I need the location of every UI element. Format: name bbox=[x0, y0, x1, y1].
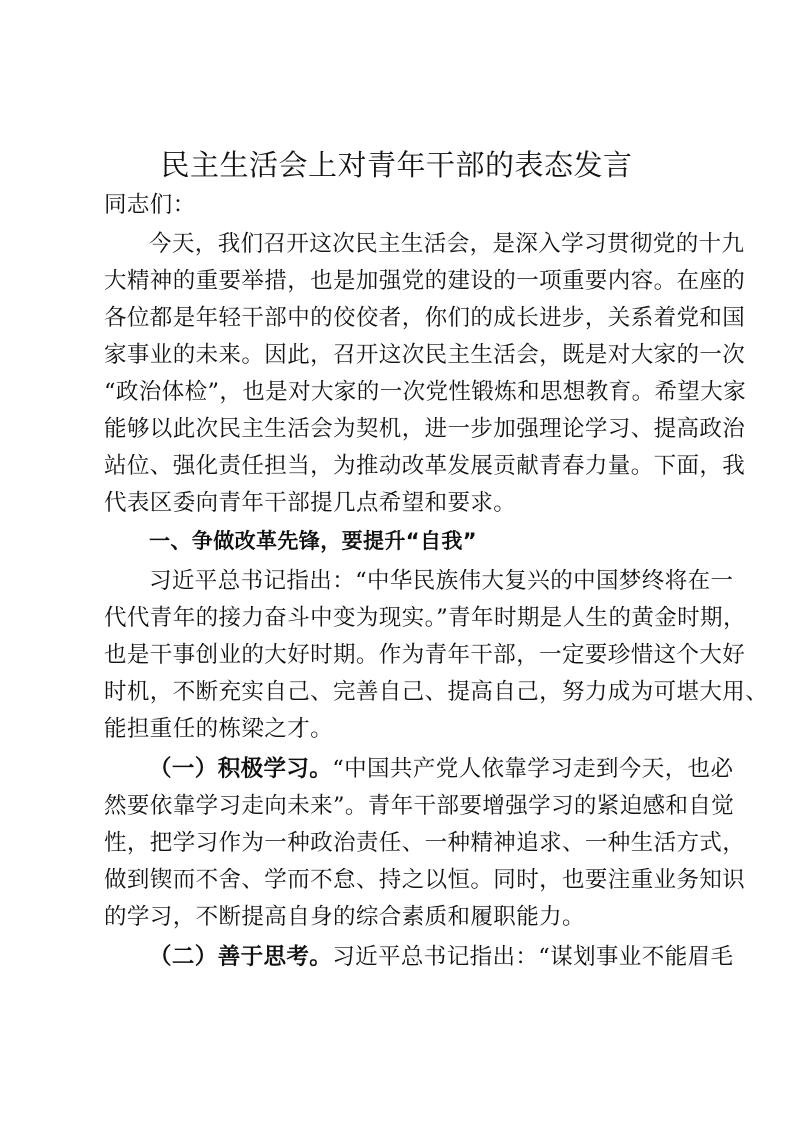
intro-line: 代表区委向青年干部提几点希望和要求。 bbox=[104, 490, 517, 516]
intro-line: “政治体检”，也是对大家的一次党性锻炼和思想教育。希望大家 bbox=[104, 379, 747, 405]
item-line: 性，把学习作为一种政治责任、一种精神追求、一种生活方式， bbox=[104, 830, 746, 856]
item-label: （二）善于思考。 bbox=[149, 944, 333, 970]
section-line: 代代青年的接力奋斗中变为现实。”青年时期是人生的黄金时期， bbox=[104, 605, 746, 631]
section-heading: 一、争做改革先锋，要提升“自我” bbox=[149, 529, 478, 553]
document-title: 民主生活会上对青年干部的表态发言 bbox=[160, 148, 633, 182]
item-line: 的学习，不断提高自身的综合素质和履职能力。 bbox=[104, 904, 585, 930]
section-line: 习近平总书记指出：“中华民族伟大复兴的中国梦终将在一 bbox=[149, 568, 734, 594]
intro-line: 各位都是年轻干部中的佼佼者，你们的成长进步，关系着党和国 bbox=[104, 305, 746, 331]
salutation: 同志们： bbox=[104, 192, 196, 218]
item-label: （一）积极学习。 bbox=[149, 756, 333, 782]
section-line: 能担重任的栋梁之才。 bbox=[104, 716, 334, 742]
item-line: 然要依靠学习走向未来”。青年干部要增强学习的紧迫感和自觉 bbox=[104, 793, 735, 819]
item-text: 习近平总书记指出：“谋划事业不能眉毛 bbox=[332, 944, 734, 970]
item-line: 做到锲而不舍、学而不怠、持之以恒。同时，也要注重业务知识 bbox=[104, 867, 746, 893]
intro-line: 大精神的重要举措，也是加强党的建设的一项重要内容。在座的 bbox=[104, 268, 746, 294]
item-first-line bbox=[149, 942, 733, 972]
section-line: 也是干事创业的大好时期。作为青年干部，一定要珍惜这个大好 bbox=[104, 642, 746, 668]
intro-line: 能够以此次民主生活会为契机，进一步加强理论学习、提高政治 bbox=[104, 416, 746, 442]
intro-line: 家事业的未来。因此，召开这次民主生活会，既是对大家的一次 bbox=[104, 342, 746, 368]
intro-line: 站位、强化责任担当，为推动改革发展贡献青春力量。下面，我 bbox=[104, 453, 746, 479]
intro-line: 今天，我们召开这次民主生活会，是深入学习贯彻党的十九 bbox=[149, 231, 745, 257]
section-line: 时机，不断充实自己、完善自己、提高自己，努力成为可堪大用、 bbox=[104, 679, 769, 705]
item-first-line bbox=[149, 754, 733, 784]
item-text: “中国共产党人依靠学习走到今天，也必 bbox=[332, 756, 734, 782]
